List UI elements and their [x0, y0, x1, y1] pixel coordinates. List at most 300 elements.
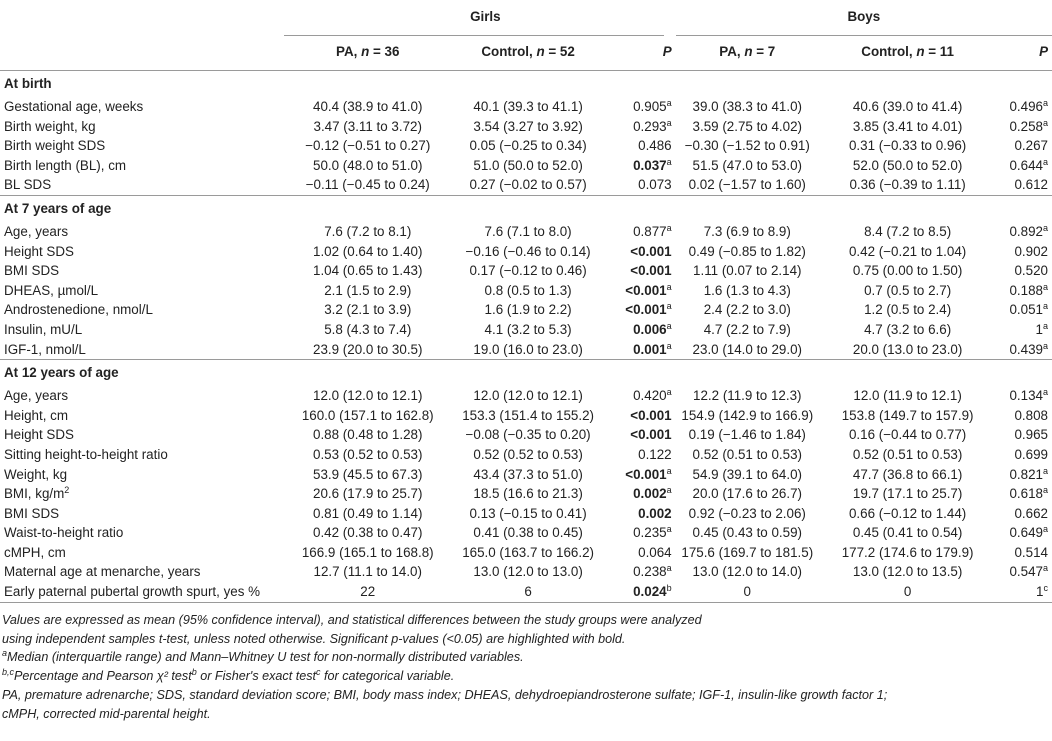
table-cell: [676, 156, 819, 176]
footnote-marker: a: [666, 387, 672, 398]
cell-value: 0.16 (−0.44 to 0.77): [848, 427, 967, 443]
table-cell: [819, 175, 996, 195]
row-label: Birth weight, kg: [4, 118, 96, 134]
table-cell: [819, 97, 996, 117]
cell-value: 3.54 (3.27 to 3.92): [473, 118, 583, 134]
cell-value: 166.9 (165.1 to 168.8): [301, 544, 434, 560]
cell-value: 0.902: [1014, 243, 1048, 259]
cell-value: −0.12 (−0.51 to 0.27): [305, 138, 431, 154]
table-cell: [996, 175, 1052, 195]
table-row: [0, 543, 1052, 563]
cell-value: 6: [524, 584, 532, 600]
cell-value: 4.7 (2.2 to 7.9): [703, 321, 791, 337]
table-row: [0, 261, 1052, 281]
cell-value: 0: [903, 584, 912, 600]
cell-value: 0.36 (−0.39 to 1.11): [849, 177, 966, 193]
table-cell: [440, 97, 615, 117]
table-cell: [295, 281, 440, 301]
table-cell: [440, 582, 615, 602]
cell-value: 1.6 (1.3 to 4.3): [703, 282, 791, 298]
footnote-marker: a: [1042, 320, 1048, 331]
footnote-marker: a: [1042, 563, 1048, 574]
table-cell: [440, 562, 615, 582]
cell-value: 13.0 (12.0 to 13.0): [473, 564, 583, 580]
table-row: [0, 281, 1052, 301]
footnote-marker: a: [2, 648, 8, 659]
row-label: BL SDS: [4, 177, 52, 193]
table-cell: [996, 281, 1052, 301]
row-label: Height, cm: [4, 407, 68, 423]
table-cell: [676, 300, 819, 320]
cell-value: 0.420: [633, 388, 667, 404]
table-cell: [295, 222, 440, 242]
table-cell: [616, 445, 676, 465]
cell-value: 22: [360, 584, 376, 600]
table-cell: [295, 320, 440, 340]
cell-value: −0.08 (−0.35 to 0.20): [465, 427, 591, 443]
row-label: Sitting height-to-height ratio: [4, 446, 168, 462]
cell-value: 1.04 (0.65 to 1.43): [313, 263, 423, 279]
n-symbol: n: [361, 44, 370, 59]
cell-value: 1: [1036, 584, 1044, 600]
row-label: IGF-1, nmol/L: [4, 341, 86, 357]
cell-value: 0.92 (−0.23 to 2.06): [688, 505, 806, 521]
cell-value: 54.9 (39.1 to 64.0): [692, 466, 802, 482]
cell-value: 1.02 (0.64 to 1.40): [313, 243, 423, 259]
table-cell: [616, 117, 676, 137]
cell-value: 0.52 (0.51 to 0.53): [692, 446, 802, 462]
cell-value: 0.238: [633, 564, 667, 580]
table-cell: [616, 504, 676, 524]
table-cell: [440, 281, 615, 301]
table-row: [0, 300, 1052, 320]
row-label: Height SDS: [4, 243, 74, 259]
p-symbol: P: [662, 44, 672, 59]
table-cell: [676, 504, 819, 524]
table-cell: [676, 320, 819, 340]
table-cell: [676, 261, 819, 281]
table-cell: [295, 175, 440, 195]
cell-value: 3.59 (2.75 to 4.02): [692, 118, 802, 134]
table-cell: [440, 261, 615, 281]
table-cell: [440, 175, 615, 195]
cell-value: <0.001: [625, 302, 667, 318]
cell-value: 1: [1035, 321, 1043, 337]
table-cell: [819, 406, 996, 426]
table-row: [0, 445, 1052, 465]
table-cell: [295, 242, 440, 262]
table-cell: [676, 136, 819, 156]
cell-value: 23.9 (20.0 to 30.5): [313, 341, 423, 357]
table-cell: [996, 523, 1052, 543]
table-cell: [996, 340, 1052, 360]
table-cell: [819, 543, 996, 563]
table-row: [0, 465, 1052, 485]
table-row: [0, 425, 1052, 445]
cell-value: 0.618: [1009, 486, 1043, 502]
cell-value: 12.7 (11.1 to 14.0): [313, 564, 422, 580]
table-cell: [676, 465, 819, 485]
footnote-marker: a: [1042, 117, 1048, 128]
column-header-row: [0, 34, 1052, 71]
footnote-marker: a: [666, 281, 672, 292]
table-row: [0, 117, 1052, 137]
table-cell: [676, 425, 819, 445]
row-label: Early paternal pubertal growth spurt, yes %: [0, 582, 295, 602]
table-cell: [440, 484, 615, 504]
cell-value: 3.85 (3.41 to 4.01): [852, 118, 963, 134]
cell-value: 0.122: [638, 446, 672, 462]
cell-value: 0.612: [1014, 177, 1048, 193]
footnote-marker: a: [1042, 465, 1048, 476]
cell-value: 40.4 (38.9 to 41.0): [313, 99, 423, 114]
column-header: [616, 34, 676, 71]
table-cell: [819, 523, 996, 543]
footnote-marker: a: [666, 222, 672, 233]
cell-value: 50.0 (48.0 to 51.0): [313, 157, 423, 173]
table-cell: [295, 261, 440, 281]
row-label: Insulin, mU/L: [4, 321, 83, 337]
cell-value: 0.235: [633, 525, 667, 541]
table-cell: [616, 97, 676, 117]
cell-value: 12.0 (12.0 to 12.1): [473, 388, 583, 404]
cell-value: 0.81 (0.49 to 1.14): [313, 505, 423, 521]
cell-value: 0.965: [1014, 427, 1048, 443]
table-cell: [819, 281, 996, 301]
column-header: PA, n = 7: [676, 34, 819, 71]
table-cell: [676, 117, 819, 137]
row-label: Height SDS: [4, 427, 74, 443]
cell-value: 4.7 (3.2 to 6.6): [864, 321, 952, 337]
table-row: [0, 136, 1052, 156]
table-cell: [295, 465, 440, 485]
cell-value: 0.49 (−0.85 to 1.82): [688, 243, 806, 259]
cell-value: <0.001: [630, 263, 672, 279]
table-cell: [676, 543, 819, 563]
table-row: [0, 406, 1052, 426]
cell-value: 0.037: [633, 157, 667, 173]
footnote-marker: a: [666, 98, 672, 108]
table-cell: [440, 222, 615, 242]
table-row: [0, 222, 1052, 242]
table-cell: [440, 523, 615, 543]
cell-value: 12.2 (11.9 to 12.3): [693, 388, 802, 404]
footnote-marker: a: [1042, 98, 1048, 108]
table-cell: [996, 320, 1052, 340]
cell-value: 12.0 (11.9 to 12.1): [853, 388, 962, 404]
table-cell: [616, 484, 676, 504]
table-cell: [295, 117, 440, 137]
cell-value: 20.0 (13.0 to 23.0): [852, 341, 963, 357]
table-cell: [616, 582, 676, 602]
cell-value: 177.2 (174.6 to 179.9): [841, 544, 974, 560]
table-cell: [616, 386, 676, 406]
group-header-row: [0, 0, 1052, 34]
table-cell: [676, 484, 819, 504]
table-cell: [676, 562, 819, 582]
table-cell: [676, 222, 819, 242]
table-cell: [676, 445, 819, 465]
table-cell: [996, 406, 1052, 426]
cell-value: 20.0 (17.6 to 26.7): [692, 486, 802, 502]
cell-value: 0.877: [633, 223, 667, 239]
cell-value: 0.073: [638, 177, 672, 193]
row-label: BMI, $kg/m^2$: [4, 485, 70, 502]
cell-value: 0.892: [1009, 223, 1043, 239]
boys-header: Boys: [847, 9, 881, 24]
table-cell: [616, 222, 676, 242]
cell-value: −0.30 (−1.52 to 0.91): [684, 138, 810, 154]
cell-value: 154.9 (142.9 to 166.9): [681, 407, 814, 423]
table-cell: [440, 242, 615, 262]
cell-value: 19.7 (17.1 to 25.7): [852, 486, 963, 502]
footnote-marker: a: [1042, 340, 1048, 351]
table-cell: [295, 543, 440, 563]
footnote-marker: a: [1042, 156, 1048, 167]
n-symbol: n: [916, 44, 925, 59]
footnote-marker: a: [666, 340, 672, 351]
table-cell: [616, 136, 676, 156]
table-cell: [295, 386, 440, 406]
cell-value: 7.6 (7.2 to 8.1): [324, 223, 412, 239]
group-header-blank: [0, 0, 295, 34]
table-cell: [295, 97, 440, 117]
table-cell: [819, 242, 996, 262]
table-cell: [996, 484, 1052, 504]
table-footnotes: [2, 611, 1052, 724]
table-cell: [440, 340, 615, 360]
row-label: Maternal age at menarche, years: [4, 564, 201, 580]
column-header-blank: [0, 34, 295, 71]
cell-value: 0.42 (0.38 to 0.47): [313, 525, 423, 541]
cell-value: 40.1 (39.3 to 41.1): [473, 99, 583, 114]
table-cell: [996, 504, 1052, 524]
column-header: [996, 34, 1052, 71]
footnote-line: Values are expressed as mean (95% confidence interval), and statistical differences between the study groups were analyzed: [2, 612, 702, 627]
table-cell: [676, 242, 819, 262]
section-title: At 7 years of age: [0, 195, 1052, 222]
table-cell: [996, 156, 1052, 176]
cell-value: 0.45 (0.41 to 0.54): [852, 525, 963, 541]
cell-value: 0.001: [633, 341, 667, 357]
cell-value: 0.821: [1009, 466, 1043, 482]
cell-value: 47.7 (36.8 to 66.1): [852, 466, 963, 482]
section-title: At 12 years of age: [0, 360, 1052, 387]
footnote-marker: a: [666, 524, 672, 535]
table-cell: [676, 386, 819, 406]
footnote-marker: a: [666, 563, 672, 574]
cell-value: 1.11 (0.07 to 2.14): [693, 263, 802, 279]
section-title: At birth: [4, 76, 52, 91]
cell-value: 52.0 (50.0 to 52.0): [852, 157, 963, 173]
table-cell: [996, 465, 1052, 485]
cell-value: 0.134: [1009, 388, 1043, 404]
table-body: [0, 71, 1052, 603]
cell-value: −0.11 (−0.45 to 0.24): [305, 177, 430, 193]
table-cell: [616, 242, 676, 262]
table-cell: [440, 504, 615, 524]
cell-value: 0.27 (−0.02 to 0.57): [469, 177, 587, 193]
cell-value: 51.0 (50.0 to 52.0): [473, 157, 583, 173]
cell-value: 43.4 (37.3 to 51.0): [473, 466, 583, 482]
n-symbol: n: [744, 44, 753, 59]
table-cell: [616, 406, 676, 426]
table-cell: [819, 136, 996, 156]
row-label: DHEAS, µmol/L: [4, 282, 99, 298]
table-cell: [616, 175, 676, 195]
row-label: BMI SDS: [4, 263, 60, 279]
table-cell: [440, 300, 615, 320]
table-cell: [996, 242, 1052, 262]
cell-value: 0.17 (−0.12 to 0.46): [469, 263, 587, 279]
cell-value: 13.0 (12.0 to 13.5): [852, 564, 963, 580]
table-cell: [676, 523, 819, 543]
table-cell: [819, 504, 996, 524]
table-cell: [819, 386, 996, 406]
cell-value: 160.0 (157.1 to 162.8): [301, 407, 434, 423]
cell-value: 0.05 (−0.25 to 0.34): [469, 138, 587, 154]
table-cell: [996, 562, 1052, 582]
table-cell: [996, 386, 1052, 406]
table-cell: [819, 222, 996, 242]
table-cell: [676, 340, 819, 360]
cell-value: 0.45 (0.43 to 0.59): [692, 525, 802, 541]
row-label: Age, years: [4, 388, 69, 404]
table-cell: [819, 445, 996, 465]
table-cell: [616, 320, 676, 340]
table-cell: [819, 425, 996, 445]
table-cell: [819, 582, 996, 602]
table-row: [0, 386, 1052, 406]
table-row: [0, 562, 1052, 582]
girls-header: Girls: [470, 9, 501, 24]
cell-value: 0.66 (−0.12 to 1.44): [848, 505, 967, 521]
footnote-marker: a: [666, 320, 672, 331]
label-superscript: 2: [64, 485, 70, 496]
cell-value: 0.002: [638, 505, 672, 521]
row-label: Birth length (BL), cm: [4, 157, 127, 173]
footnote-marker: c: [316, 667, 321, 678]
column-header: PA, n = 36: [295, 34, 440, 71]
cell-value: 23.0 (14.0 to 29.0): [692, 341, 802, 357]
table-cell: [676, 175, 819, 195]
table-cell: [295, 582, 440, 602]
table-row: [0, 582, 1052, 602]
cell-value: 0.267: [1014, 138, 1048, 154]
cell-value: 153.8 (149.7 to 157.9): [841, 407, 974, 423]
table-cell: [440, 117, 615, 137]
footnote-marker: a: [1042, 387, 1048, 398]
cell-value: <0.001: [625, 282, 667, 298]
cell-value: 1.2 (0.5 to 2.4): [864, 302, 952, 318]
table-cell: [819, 562, 996, 582]
table-cell: [676, 406, 819, 426]
table-row: [0, 175, 1052, 195]
table-cell: [616, 300, 676, 320]
cell-value: 18.5 (16.6 to 21.3): [473, 486, 583, 502]
table-cell: [295, 406, 440, 426]
cell-value: 3.2 (2.1 to 3.9): [324, 302, 412, 318]
table-cell: [819, 156, 996, 176]
footnote-marker: a: [666, 485, 672, 496]
cell-value: 0.547: [1009, 564, 1043, 580]
table-cell: [440, 156, 615, 176]
footnote-marker: a: [1042, 485, 1048, 496]
table-cell: [440, 320, 615, 340]
cell-value: 12.0 (12.0 to 12.1): [313, 388, 423, 404]
footnote-marker: b,c: [2, 667, 15, 678]
table-row: [0, 320, 1052, 340]
table-cell: [819, 465, 996, 485]
table-cell: [440, 465, 615, 485]
cell-value: 39.0 (38.3 to 41.0): [692, 99, 802, 114]
table-cell: [295, 156, 440, 176]
footnote-marker: c: [1043, 583, 1048, 594]
cell-value: 0.19 (−1.46 to 1.84): [688, 427, 806, 443]
table-cell: [616, 425, 676, 445]
cell-value: 0.7 (0.5 to 2.7): [864, 282, 952, 298]
table-row: [0, 242, 1052, 262]
cell-value: 0.649: [1009, 525, 1043, 541]
table-cell: [440, 425, 615, 445]
row-label: Gestational age, weeks: [4, 99, 144, 114]
column-header: Control, n = 52: [440, 34, 615, 71]
footnote-marker: a: [666, 301, 672, 312]
cell-value: 5.8 (4.3 to 7.4): [324, 321, 412, 337]
table-cell: [295, 504, 440, 524]
cell-value: <0.001: [630, 407, 672, 423]
table-cell: [295, 562, 440, 582]
cell-value: 153.3 (151.4 to 155.2): [462, 407, 594, 423]
cell-value: 0.439: [1009, 341, 1043, 357]
cell-value: 2.1 (1.5 to 2.9): [324, 282, 412, 298]
table-cell: [676, 281, 819, 301]
cell-value: 0.13 (−0.15 to 0.41): [469, 505, 587, 521]
footnote-marker: b: [191, 667, 197, 678]
row-label: Waist-to-height ratio: [4, 525, 124, 541]
cell-value: 0.496: [1009, 99, 1043, 114]
table-row: [0, 97, 1052, 117]
cell-value: 0.88 (0.48 to 1.28): [313, 427, 423, 443]
table-cell: [295, 340, 440, 360]
footnote-line: PA, premature adrenarche; SDS, standard deviation score; BMI, body mass index; DHEAS, dehydroepiandrosterone sulfate; IGF-1, insulin-like growth factor 1;: [2, 688, 888, 703]
footnote-marker: a: [666, 117, 672, 128]
cell-value: 0: [743, 584, 751, 600]
table-cell: [819, 320, 996, 340]
table-cell: [819, 261, 996, 281]
table-cell: [295, 484, 440, 504]
table-cell: [616, 465, 676, 485]
cell-value: 0.064: [638, 544, 672, 560]
girls-group-rule: [284, 35, 664, 36]
cell-value: 8.4 (7.2 to 8.5): [864, 223, 952, 239]
cell-value: 0.905: [633, 99, 667, 114]
row-label: Age, years: [4, 223, 69, 239]
cell-value: 0.8 (0.5 to 1.3): [484, 282, 572, 298]
table-cell: [996, 445, 1052, 465]
table-cell: [616, 281, 676, 301]
cell-value: 20.6 (17.9 to 25.7): [313, 486, 423, 502]
cell-value: 0.024: [633, 584, 667, 600]
cell-value: 0.02 (−1.57 to 1.60): [688, 177, 806, 193]
row-label: Birth weight SDS: [4, 138, 106, 154]
table-cell: [440, 136, 615, 156]
cell-value: <0.001: [630, 427, 672, 443]
cell-value: 13.0 (12.0 to 14.0): [692, 564, 802, 580]
table-cell: [440, 386, 615, 406]
cell-value: 2.4 (2.2 to 3.0): [703, 302, 791, 318]
table-cell: [996, 543, 1052, 563]
